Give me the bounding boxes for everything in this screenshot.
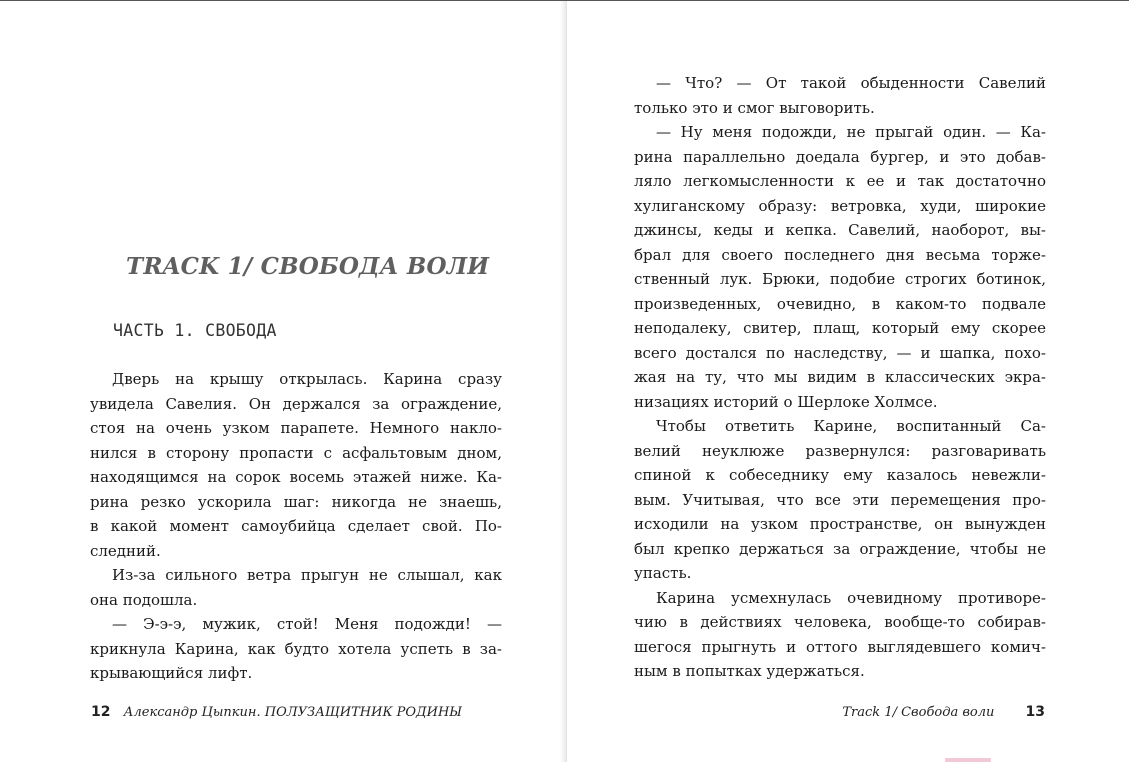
text-line: Карина усмехнулась очевидному противоре- (656, 588, 1046, 607)
text-line: хулиганскому образу: ветровка, худи, широкие (634, 196, 1046, 215)
text-line: крикнула Карина, как будто хотела успеть в за- (90, 639, 502, 658)
page-number: 13 (1025, 704, 1045, 720)
text-line: брал для своего последнего дня весьма торже- (634, 245, 1046, 264)
right-page-body (634, 71, 1046, 684)
text-line: рина параллельно доедала бургер, и это добав- (634, 147, 1046, 166)
text-line: увидела Савелия. Он держался за ограждение, (90, 394, 502, 413)
text-line: Чтобы ответить Карине, воспитанный Са- (656, 417, 1046, 435)
left-page (0, 1, 565, 762)
running-head-author-title: Александр Цыпкин. ПОЛУЗАЩИТНИК РОДИНЫ (123, 705, 463, 720)
text-line: следний. (90, 541, 161, 560)
chapter-title: TRACK 1/ СВОБОДА ВОЛИ (126, 253, 490, 280)
text-line: велий неуклюже развернулся: разговаривать (634, 441, 1046, 460)
running-head-chapter: Track 1/ Свобода воли (842, 705, 995, 720)
text-line: находящимся на сорок восемь этажей ниже. Ка- (90, 468, 502, 486)
left-page-footer (91, 704, 462, 720)
text-line: — Э-э-э, мужик, стой! Меня подожди! — (112, 615, 502, 633)
text-line: жая на ту, что мы видим в классических экра- (634, 368, 1046, 386)
text-line: неподалеку, свитер, плащ, который ему скорее (634, 319, 1046, 337)
text-line: ным в попытках удержаться. (634, 662, 865, 680)
text-line: стоя на очень узком парапете. Немного накло- (90, 419, 502, 437)
right-page-footer (842, 704, 1045, 720)
text-line: Дверь на крышу открылась. Карина сразу (112, 370, 502, 388)
text-line: шегося прыгнуть и оттого выглядевшего комич- (634, 637, 1046, 656)
text-line: в какой момент самоубийца сделает свой. По- (90, 517, 502, 535)
text-line: был крепко держаться за ограждение, чтобы не (634, 539, 1046, 558)
text-line: исходили на узком пространстве, он вынужден (634, 515, 1046, 533)
text-line: рина резко ускорила шаг: никогда не знаешь, (90, 492, 502, 511)
text-line: низациях историй о Шерлоке Холмсе. (634, 392, 938, 411)
text-line: Из-за сильного ветра прыгун не слышал, как (112, 566, 502, 584)
text-line: нился в сторону пропасти с асфальтовым дном, (90, 443, 502, 462)
text-line: ляло легкомысленности к ее и так достаточно (634, 172, 1046, 190)
text-line: — Ну меня подожди, не прыгай один. — Ка- (656, 123, 1046, 141)
left-page-body (90, 367, 502, 686)
text-line: упасть. (634, 564, 692, 582)
text-line: только это и смог выговорить. (634, 98, 875, 117)
text-line: джинсы, кеды и кепка. Савелий, наоборот, вы- (634, 221, 1046, 239)
text-line: чию в действиях человека, вообще-то собирав- (634, 613, 1046, 631)
text-line: вым. Учитывая, что все эти перемещения про- (634, 490, 1046, 509)
text-line: — Что? — От такой обыденности Савелий (656, 74, 1046, 92)
page-edge-mark (945, 758, 991, 762)
text-line: она подошла. (90, 590, 198, 609)
text-line: произведенных, очевидно, в каком-то подвале (634, 294, 1046, 313)
part-title: ЧАСТЬ 1. СВОБОДА (113, 321, 277, 340)
text-line: ственный лук. Брюки, подобие строгих ботинок, (634, 270, 1046, 288)
text-line: спиной к собеседнику ему казалось невежли- (634, 466, 1046, 484)
text-line: всего достался по наследству, — и шапка, похо- (634, 343, 1046, 362)
page-number: 12 (91, 704, 111, 720)
text-line: крывающийся лифт. (90, 664, 253, 682)
